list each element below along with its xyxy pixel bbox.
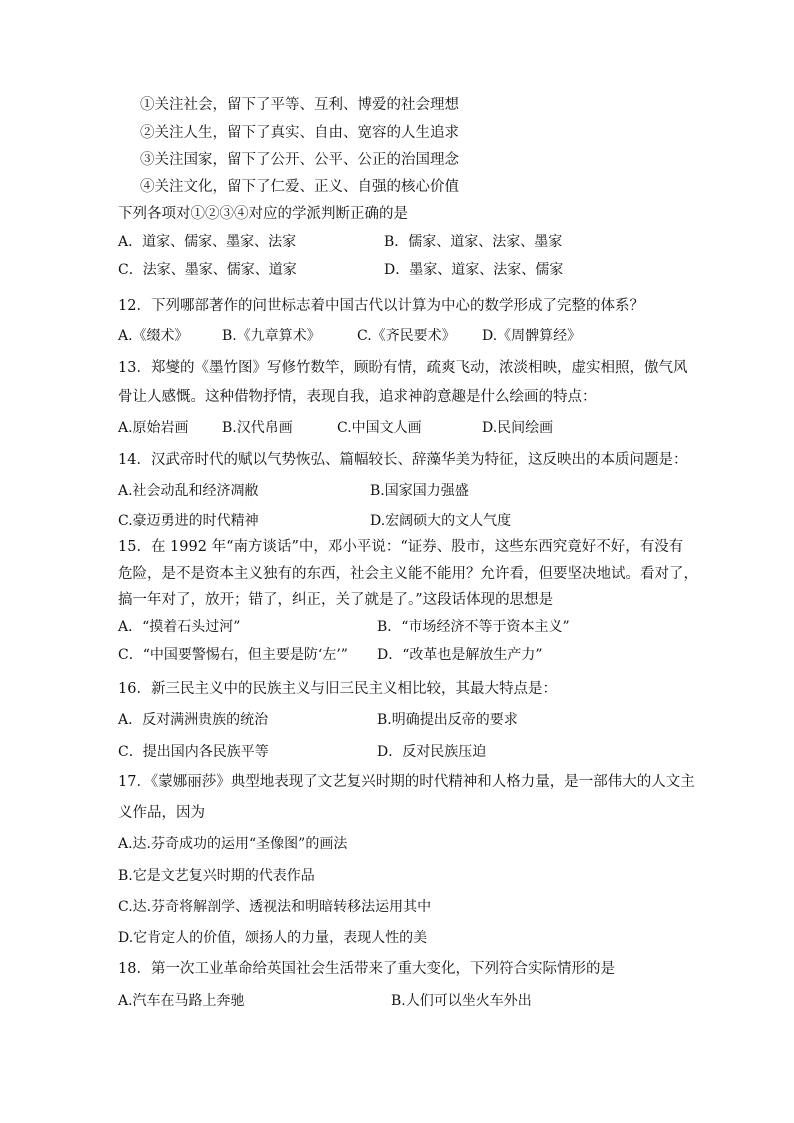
q16-option-d: D．反对民族压迫 <box>377 744 487 760</box>
q11-option-d: D．墨家、道家、法家、儒家 <box>384 262 564 278</box>
q14-option-c: C.豪迈勇进的时代精神 <box>118 513 259 529</box>
q13-stem-line-1: 13．郑燮的《墨竹图》写修竹数竿，顾盼有情，疏爽飞动，浓淡相映，虚实相照，傲气风 <box>118 360 688 376</box>
q15-option-a: A．“摸着石头过河” <box>118 619 241 635</box>
q12-option-a: A.《缀术》 <box>118 328 189 344</box>
q13-stem-line-2: 骨让人感慨。这种借物抒情，表现自我，追求神韵意趣是什么绘画的特点： <box>118 389 597 405</box>
q17-stem-line-1: 17．《蒙娜丽莎》典型地表现了文艺复兴时期的时代精神和人格力量，是一部伟大的人文主 <box>118 774 695 790</box>
q16-stem: 16．新三民主义中的民族主义与旧三民主义相比较，其最大特点是： <box>118 681 557 697</box>
q17-option-d: D.它肯定人的价值，颂扬人的力量，表现人性的美 <box>118 930 428 946</box>
q18-option-b: B.人们可以坐火车外出 <box>391 993 532 1009</box>
q13-option-a: A.原始岩画 <box>118 420 189 436</box>
q11-stem: 下列各项对①②③④对应的学派判断正确的是 <box>118 206 408 222</box>
q11-option-c: C．法家、墨家、儒家、道家 <box>118 262 297 278</box>
q12-option-d: D.《周髀算经》 <box>482 328 582 344</box>
q12-stem: 12．下列哪部著作的问世标志着中国古代以计算为中心的数学形成了完整的体系？ <box>118 298 644 314</box>
q17-option-c: C.达.芬奇将解剖学、透视法和明暗转移法运用其中 <box>118 899 432 915</box>
q15-option-d: D．“改革也是解放生产力” <box>377 647 543 663</box>
q13-option-b: B.汉代帛画 <box>222 420 293 436</box>
q14-option-d: D.宏阔硕大的文人气度 <box>370 513 512 529</box>
q11-option-a: A．道家、儒家、墨家、法家 <box>118 234 297 250</box>
q15-option-c: C．“中国要警惕右，但主要是防‘左’” <box>118 647 348 663</box>
q15-option-b: B．“市场经济不等于资本主义” <box>377 619 570 635</box>
q13-option-d: D.民间绘画 <box>482 420 554 436</box>
q18-option-a: A.汽车在马路上奔驰 <box>118 993 245 1009</box>
q17-option-b: B.它是文艺复兴时期的代表作品 <box>118 868 315 884</box>
q16-option-a: A．反对满洲贵族的统治 <box>118 712 269 728</box>
intro-item-4: ④关注文化，留下了仁爱、正义、自强的核心价值 <box>140 179 459 195</box>
intro-item-1: ①关注社会，留下了平等、互利、博爱的社会理想 <box>140 97 459 113</box>
q18-stem: 18．第一次工业革命给英国社会生活带来了重大变化，下列符合实际情形的是 <box>118 961 615 977</box>
q13-option-c: C.中国文人画 <box>337 420 422 436</box>
q15-stem-line-3: 搞一年对了，放开；错了，纠正，关了就是了。”这段话体现的思想是 <box>118 592 554 608</box>
q17-stem-line-2: 义作品，因为 <box>118 805 205 821</box>
q15-stem-line-1: 15．在 1992 年“南方谈话”中，邓小平说：“证券、股市，这些东西究竟好不好，有没有 <box>118 539 684 555</box>
q12-option-c: C.《齐民要术》 <box>357 328 456 344</box>
q17-option-a: A.达.芬奇成功的运用“圣像图”的画法 <box>118 836 348 852</box>
q11-option-b: B．儒家、道家、法家、墨家 <box>384 234 563 250</box>
intro-item-2: ②关注人生，留下了真实、自由、宽容的人生追求 <box>140 125 459 141</box>
q12-option-b: B.《九章算术》 <box>222 328 321 344</box>
q14-option-b: B.国家国力强盛 <box>370 483 469 499</box>
q16-option-c: C．提出国内各民族平等 <box>118 744 269 760</box>
q15-stem-line-2: 危险，是不是资本主义独有的东西，社会主义能不能用？允许看，但要坚决地试。看对了， <box>118 566 698 582</box>
q16-option-b: B.明确提出反帝的要求 <box>377 712 518 728</box>
q14-option-a: A.社会动乱和经济凋敝 <box>118 483 259 499</box>
intro-item-3: ③关注国家，留下了公开、公平、公正的治国理念 <box>140 152 459 168</box>
q14-stem: 14．汉武帝时代的赋以气势恢弘、篇幅较长、辞藻华美为特征，这反映出的本质问题是： <box>118 452 688 468</box>
